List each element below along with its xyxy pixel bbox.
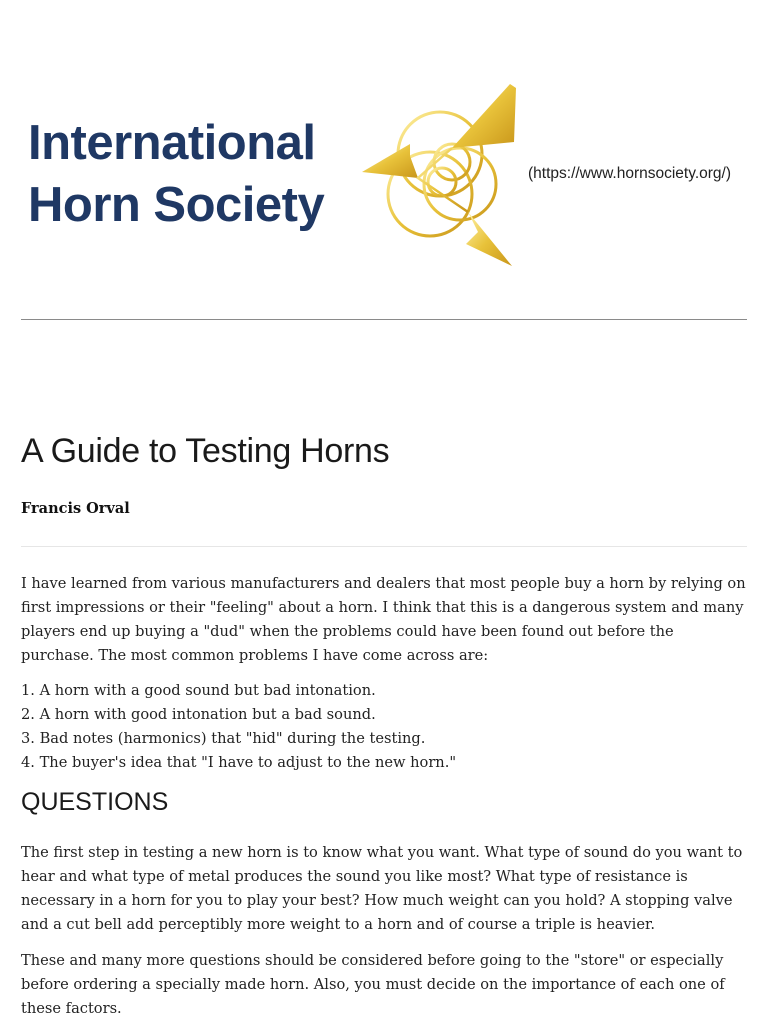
three-horns-emblem-icon: [360, 82, 520, 270]
article-title: A Guide to Testing Horns: [21, 432, 390, 470]
list-item: 1. A horn with a good sound but bad intonation.: [21, 682, 376, 699]
list-item: 2. A horn with good intonation but a bad sound.: [21, 706, 376, 723]
header-divider: [21, 319, 747, 320]
problems-list: [21, 679, 751, 775]
society-logo-text[interactable]: [28, 112, 324, 236]
society-website-link[interactable]: (https://www.hornsociety.org/): [528, 165, 732, 182]
questions-paragraph-2: These and many more questions should be considered before going to the "store" or especially before ordering a specially made horn. Also, you must decide on the importance of each one of these factors.: [21, 952, 725, 1017]
author-divider: [21, 546, 747, 547]
list-item: 4. The buyer's idea that "I have to adjust to the new horn.": [21, 754, 457, 771]
section-heading-questions: QUESTIONS: [21, 788, 169, 816]
logo-line-1: International: [28, 116, 316, 170]
logo-line-2: Horn Society: [28, 178, 325, 232]
article-author: Francis Orval: [21, 500, 130, 517]
list-item: 3. Bad notes (harmonics) that "hid" during the testing.: [21, 730, 426, 747]
intro-paragraph: I have learned from various manufacturers and dealers that most people buy a horn by relying on first impressions or their "feeling" about a horn. I think that this is a dangerous system and many players end up buying a "dud" when the problems could have been found out before the purchase. The most common problems I have come across are:: [21, 575, 746, 664]
page-header: [0, 0, 768, 320]
questions-paragraph-1: The first step in testing a new horn is to know what you want. What type of sound do you want to hear and what type of metal produces the sound you like most? What type of resistance is necessary in a horn for you to play your best? How much weight can you hold? A stopping valve and a cut bell add perceptibly more weight to a horn and of course a triple is heavier.: [21, 844, 743, 933]
